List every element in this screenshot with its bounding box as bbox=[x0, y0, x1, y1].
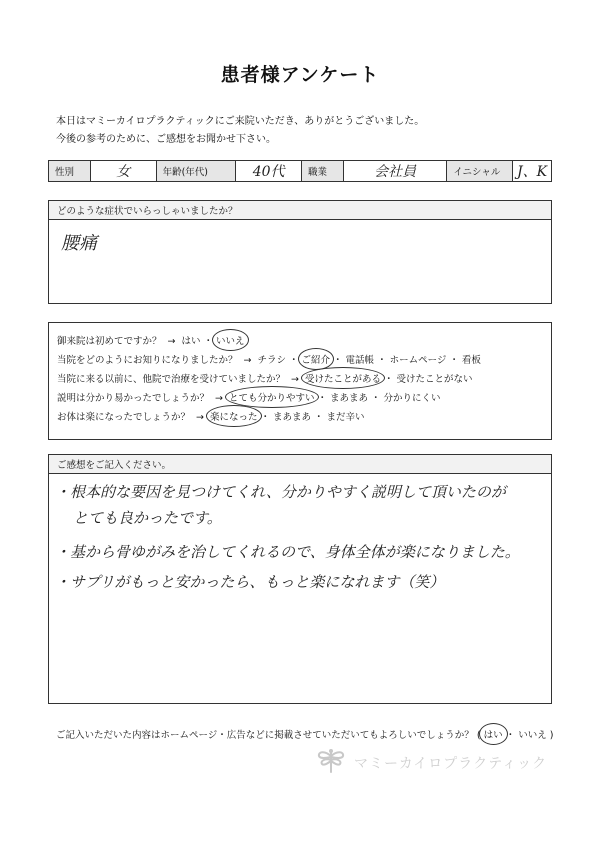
answer-option[interactable]: 受けたことがある bbox=[305, 371, 381, 385]
question-row bbox=[57, 409, 365, 423]
answer-option[interactable]: いいえ bbox=[216, 333, 245, 347]
consent-close-paren: ) bbox=[549, 730, 554, 741]
question-text: お体は楽になったでしょうか？ bbox=[57, 412, 191, 423]
intro-line-2: 今後の参考のために、ご感想をお聞かせ下さい。 bbox=[56, 134, 276, 145]
questions-box bbox=[48, 322, 552, 440]
question-row bbox=[57, 390, 441, 404]
question-text: 当院をどのようにお知りになりましたか？ bbox=[57, 355, 238, 366]
answer-option[interactable]: 看板 bbox=[461, 355, 481, 366]
answer-option[interactable]: 分かりにくい bbox=[383, 393, 441, 404]
answer-option[interactable]: まだ辛い bbox=[326, 412, 365, 423]
page-title: 患者様アンケート bbox=[220, 64, 380, 86]
consent-no-option[interactable]: いいえ bbox=[518, 730, 547, 741]
dragonfly-logo-icon bbox=[316, 748, 346, 778]
patient-info-row bbox=[48, 160, 552, 182]
option-separator: ・ bbox=[260, 412, 271, 423]
answer-option[interactable]: 電話帳 bbox=[345, 355, 375, 366]
answer-option[interactable]: まあまあ bbox=[273, 412, 312, 423]
consent-separator: ・ bbox=[505, 730, 516, 741]
option-separator: ・ bbox=[314, 412, 324, 423]
answer-option[interactable]: 受けたことがない bbox=[396, 374, 473, 385]
question-text: 御来院は初めてですか？ bbox=[57, 336, 162, 347]
answer-option[interactable]: 楽になった bbox=[210, 409, 258, 423]
consent-text: ご記入いただいた内容はホームページ・広告などに掲載させていただいてもよろしいでしょうか？ bbox=[56, 730, 474, 741]
question-text: 当院に来る以前に、他院で治療を受けていましたか？ bbox=[57, 374, 286, 385]
job-label: 職業 bbox=[302, 161, 344, 181]
brand-name: マミーカイロプラクティック bbox=[354, 756, 548, 772]
answer-option[interactable]: はい bbox=[181, 336, 201, 347]
symptoms-answer[interactable]: 腰痛 bbox=[61, 233, 97, 254]
question-row bbox=[57, 352, 481, 366]
comment-line-1[interactable]: ・根本的な要因を見つけてくれ、分かりやすく説明して頂いたのが bbox=[55, 483, 506, 501]
arrow-icon: → bbox=[215, 393, 223, 404]
arrow-icon: → bbox=[243, 355, 252, 366]
comments-header: ご感想をご記入ください。 bbox=[49, 455, 551, 474]
consent-question bbox=[56, 727, 553, 741]
arrow-icon: → bbox=[291, 374, 299, 385]
question-text: 説明は分かり易かったでしょうか？ bbox=[57, 393, 210, 404]
answer-option[interactable]: まあまあ bbox=[330, 393, 369, 404]
gender-label: 性別 bbox=[49, 161, 91, 181]
arrow-icon: → bbox=[167, 336, 176, 347]
option-separator: ・ bbox=[449, 355, 459, 366]
symptoms-question: どのような症状でいらっしゃいましたか？ bbox=[49, 201, 551, 220]
option-separator: ・ bbox=[317, 393, 328, 404]
option-separator: ・ bbox=[371, 393, 381, 404]
gender-value[interactable]: 女 bbox=[91, 161, 157, 181]
answer-option[interactable]: ホームページ bbox=[389, 355, 447, 366]
answer-option[interactable]: とても分かりやすい bbox=[229, 390, 315, 404]
initial-label: イニシャル bbox=[447, 161, 513, 181]
job-value[interactable]: 会社員 bbox=[344, 161, 448, 181]
comments-box bbox=[48, 454, 552, 704]
question-row bbox=[57, 333, 245, 347]
brand-logo bbox=[316, 748, 547, 778]
option-separator: ・ bbox=[203, 336, 214, 347]
option-separator: ・ bbox=[377, 355, 387, 366]
intro-line-1: 本日はマミーカイロプラクティックにご来院いただき、ありがとうございました。 bbox=[56, 116, 425, 127]
arrow-icon: → bbox=[196, 412, 204, 423]
age-value[interactable]: 40代 bbox=[236, 161, 302, 181]
consent-yes-option[interactable]: はい bbox=[484, 727, 503, 741]
comment-line-3[interactable]: ・基から骨ゆがみを治してくれるので、身体全体が楽になりました。 bbox=[55, 543, 520, 561]
option-separator: ・ bbox=[289, 355, 299, 366]
answer-option[interactable]: チラシ bbox=[257, 355, 286, 366]
question-row bbox=[57, 371, 473, 385]
consent-open-paren: ( bbox=[476, 730, 481, 741]
option-separator: ・ bbox=[384, 374, 394, 385]
answer-option[interactable]: ご紹介 bbox=[302, 352, 331, 366]
option-separator: ・ bbox=[333, 355, 343, 366]
initial-value[interactable]: J、K bbox=[517, 164, 548, 180]
symptoms-box bbox=[48, 200, 552, 304]
comment-line-2[interactable]: とても良かったです。 bbox=[73, 509, 222, 527]
age-label: 年齢(年代) bbox=[157, 161, 237, 181]
comment-line-4[interactable]: ・サプリがもっと安かったら、もっと楽になれます（笑） bbox=[55, 573, 445, 591]
